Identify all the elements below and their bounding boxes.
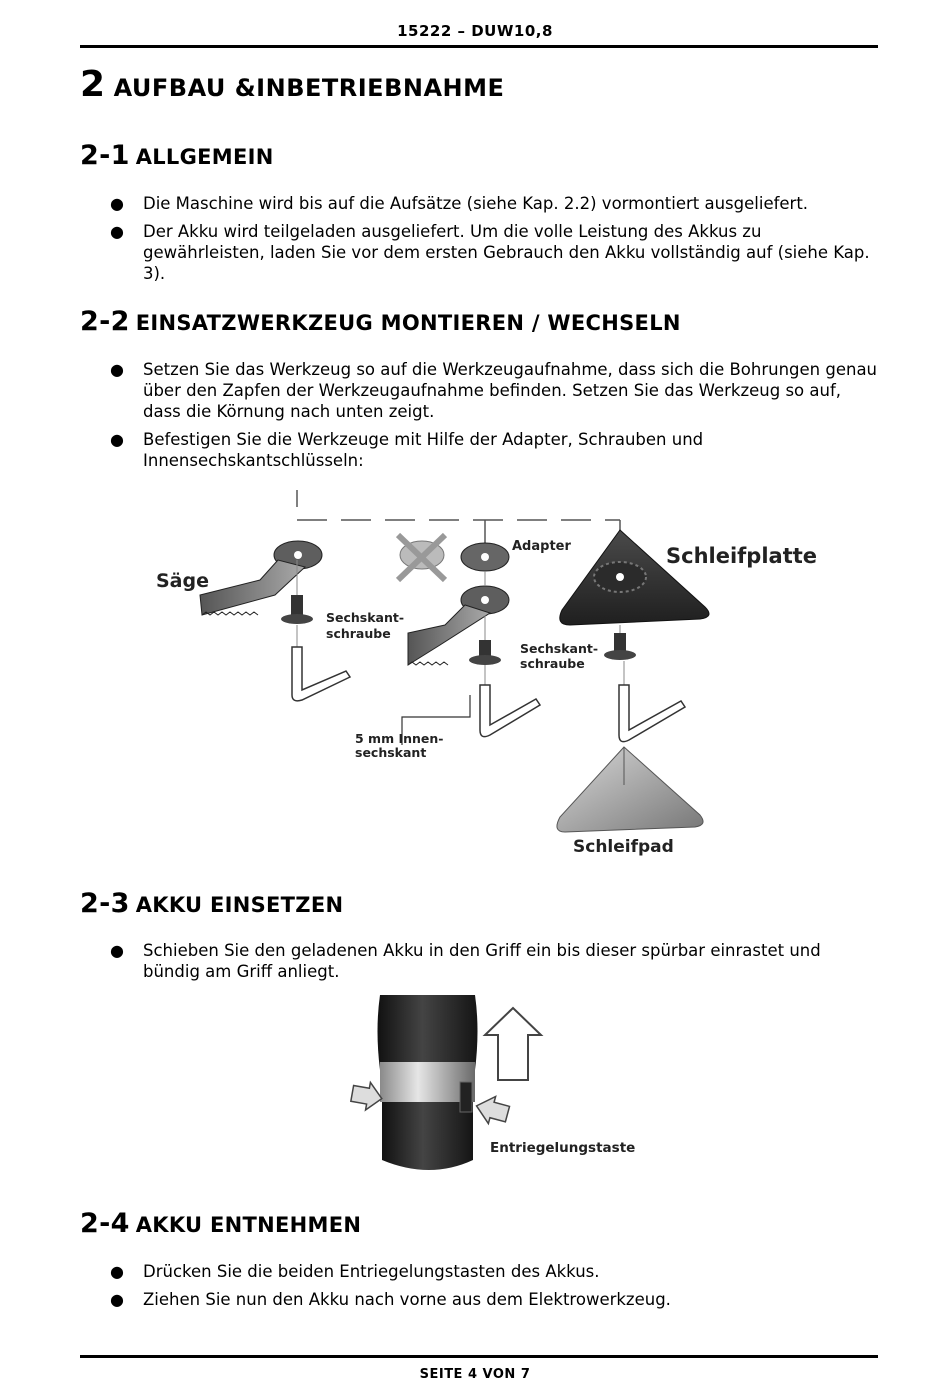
bullet-list bbox=[110, 940, 880, 989]
list-item: ● Der Akku wird teilgeladen ausgeliefert. Um die volle Leistung des Akkus zu gewährleisten, laden Sie vor dem ersten Gebrauch den Akku vollständig auf (siehe Kap. 3). bbox=[110, 222, 870, 283]
tool-handle-icon bbox=[378, 995, 478, 1170]
battery-insert-diagram bbox=[340, 990, 660, 1180]
list-item: ● Ziehen Sie nun den Akku nach vorne aus dem Elektrowerkzeug. bbox=[110, 1290, 671, 1309]
bullet-icon: ● bbox=[110, 194, 124, 213]
section-number: 2-1 bbox=[80, 140, 130, 171]
adapter-icon bbox=[461, 543, 509, 585]
saw-label: Säge bbox=[156, 570, 209, 592]
arrow-right-icon bbox=[350, 1080, 384, 1113]
release-button-label: Entriegelungstaste bbox=[490, 1140, 636, 1156]
section-number: 2-2 bbox=[80, 306, 130, 337]
arrow-up-icon bbox=[485, 1008, 541, 1080]
list-item: ● Befestigen Sie die Werkzeuge mit Hilfe der Adapter, Schrauben und Innensechskantschlüsseln: bbox=[110, 430, 704, 470]
sanding-pad-label: Schleifpad bbox=[573, 837, 674, 857]
bullet-list bbox=[110, 1261, 880, 1317]
screw-label-line2: schraube bbox=[520, 656, 585, 671]
section-title: AKKU ENTNEHMEN bbox=[135, 1213, 362, 1237]
tool-mounting-diagram bbox=[140, 485, 840, 865]
section-heading bbox=[80, 140, 274, 171]
adapter-label: Adapter bbox=[512, 539, 571, 554]
section-title: AKKU EINSETZEN bbox=[135, 893, 344, 917]
page-number: SEITE 4 VON 7 bbox=[419, 1367, 531, 1382]
list-item: ● Schieben Sie den geladenen Akku in den Griff ein bis dieser spürbar einrastet und bündig am Griff anliegt. bbox=[110, 941, 821, 981]
hex-key-label-line1: 5 mm Innen- bbox=[355, 731, 444, 746]
hex-key-label-line2: sechskant bbox=[355, 745, 427, 760]
screw-label-line1: Sechskant- bbox=[326, 610, 405, 625]
bullet-icon: ● bbox=[110, 360, 124, 379]
header-rule bbox=[80, 45, 878, 48]
section-title: EINSATZWERKZEUG MONTIEREN / WECHSELN bbox=[135, 311, 681, 335]
section-title: ALLGEMEIN bbox=[135, 145, 274, 169]
chapter-title: AUFBAU &INBETRIEBNAHME bbox=[113, 74, 505, 102]
chapter-heading bbox=[80, 64, 504, 105]
saw-blade-icon bbox=[200, 541, 322, 615]
section-number: 2-4 bbox=[80, 1208, 130, 1239]
chapter-number: 2 bbox=[80, 64, 106, 105]
hex-key-icon bbox=[480, 665, 540, 737]
bullet-list bbox=[110, 359, 880, 478]
sanding-plate-label: Schleifplatte bbox=[666, 544, 818, 568]
bullet-icon: ● bbox=[110, 1262, 124, 1281]
document-header: 15222 – DUW10,8 bbox=[397, 22, 553, 40]
arrow-left-icon bbox=[473, 1092, 511, 1127]
bullet-list bbox=[110, 193, 880, 291]
screw-label-line1: Sechskant- bbox=[520, 641, 599, 656]
hex-key-icon bbox=[619, 661, 685, 742]
bullet-icon: ● bbox=[110, 430, 124, 449]
section-heading bbox=[80, 306, 681, 337]
hex-screw-icon bbox=[604, 625, 636, 660]
footer-rule bbox=[80, 1355, 878, 1358]
saw-blade-icon bbox=[408, 586, 509, 665]
guide-lines bbox=[297, 490, 620, 545]
screw-label-line2: schraube bbox=[326, 626, 391, 641]
sanding-pad-icon bbox=[557, 747, 703, 832]
crossed-out-adapter-icon bbox=[398, 535, 445, 580]
bullet-icon: ● bbox=[110, 1290, 124, 1309]
list-item: ● Drücken Sie die beiden Entriegelungstasten des Akkus. bbox=[110, 1262, 600, 1281]
list-item: ● Setzen Sie das Werkzeug so auf die Werkzeugaufnahme, dass sich die Bohrungen genau über den Zapfen der Werkzeugaufnahme befinden. Setzen Sie das Werkzeug so auf, dass die Körnung nach unten zeigt. bbox=[110, 360, 878, 421]
section-number: 2-3 bbox=[80, 888, 130, 919]
bullet-icon: ● bbox=[110, 222, 124, 241]
bullet-icon: ● bbox=[110, 941, 124, 960]
section-heading bbox=[80, 888, 343, 919]
section-heading bbox=[80, 1208, 361, 1239]
list-item: ● Die Maschine wird bis auf die Aufsätze (siehe Kap. 2.2) vormontiert ausgeliefert. bbox=[110, 194, 809, 213]
